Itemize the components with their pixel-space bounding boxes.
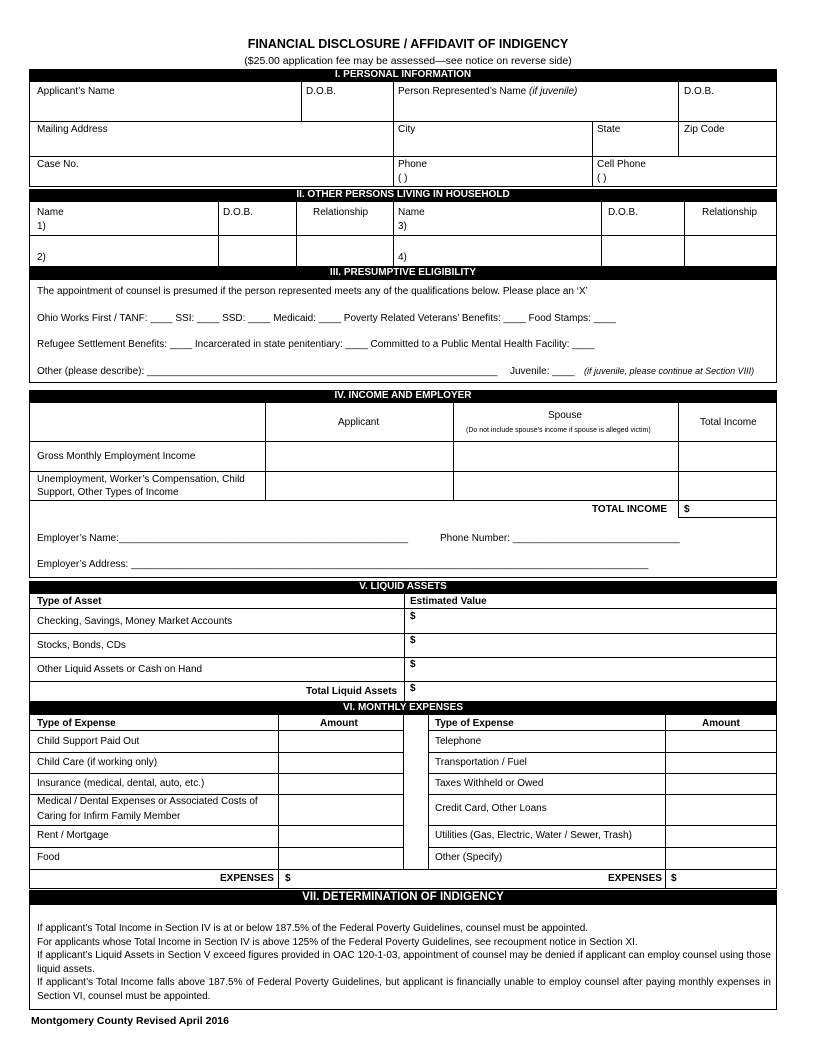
divider <box>665 714 666 889</box>
divider <box>29 657 777 658</box>
represented-dob-field[interactable]: D.O.B. <box>684 86 715 97</box>
section-liquid-assets: V. LIQUID ASSETS <box>29 581 777 593</box>
divider <box>678 402 679 517</box>
eligibility-intro: The appointment of counsel is presumed if the person represented meets any of the qualifications below. Please place an ‘X’ <box>37 286 588 297</box>
determination-para-1: If applicant’s Total Income in Section IV is at or below 187.5% of the Federal Poverty Guidelines, counsel must be appointed. <box>37 923 589 934</box>
total-income-field[interactable]: $ <box>684 504 690 515</box>
divider <box>29 441 777 442</box>
benefits-checklist-2[interactable]: Refugee Settlement Benefits: ____ Incarcerated in state penitentiary: ____ Committed to a Public Mental Health Facility: ____ <box>37 339 595 350</box>
expense-child-support: Child Support Paid Out <box>37 736 140 747</box>
zip-code-field[interactable]: Zip Code <box>684 124 725 135</box>
applicant-name-field[interactable]: Applicant’s Name <box>37 86 115 97</box>
divider <box>393 201 394 267</box>
total-liquid-assets-label: Total Liquid Assets <box>306 686 398 697</box>
divider <box>428 773 777 774</box>
form-subtitle: ($25.00 application fee may be assessed—see notice on reverse side) <box>244 55 572 67</box>
determination-para-2: For applicants whose Total Income in Section IV is above 125% of the Federal Poverty Guidelines, see recoupment notice in Section XI. <box>37 936 638 948</box>
divider <box>29 847 403 848</box>
expenses-total-label: EXPENSES <box>220 873 274 884</box>
phone-area-code: ( ) <box>398 173 408 184</box>
divider <box>601 201 602 267</box>
expense-taxes: Taxes Withheld or Owed <box>435 778 544 789</box>
applicant-dob-field[interactable]: D.O.B. <box>306 86 337 97</box>
household-person-1[interactable]: 1) <box>37 221 46 232</box>
divider <box>29 235 777 236</box>
asset-value-stocks[interactable]: $ <box>410 635 416 646</box>
divider <box>29 471 777 472</box>
asset-row-checking: Checking, Savings, Money Market Accounts <box>37 616 233 627</box>
divider <box>428 847 777 848</box>
divider <box>678 81 679 156</box>
expense-other: Other (Specify) <box>435 852 503 863</box>
benefits-checklist-1[interactable]: Ohio Works First / TANF: ____ SSI: ____ SSD: ____ Medicaid: ____ Poverty Related Veterans’ Benefits: ____ Food Stamps: ____ <box>37 313 616 324</box>
mailing-address-field[interactable]: Mailing Address <box>37 124 108 135</box>
other-income-row-line2: Support, Other Types of Income <box>37 487 179 498</box>
divider <box>684 201 685 267</box>
expense-child-care: Child Care (if working only) <box>37 757 158 768</box>
determination-para-3: If applicant’s Liquid Assets in Section V exceed figures provided in OAC 120-1-03, appointment of counsel may be denied if applicant can employ counsel using those liquid assets. <box>37 950 771 975</box>
household-person-2[interactable]: 2) <box>37 252 46 263</box>
divider <box>428 730 777 731</box>
divider <box>428 752 777 753</box>
divider <box>29 121 777 122</box>
section-personal-information: I. PERSONAL INFORMATION <box>29 69 777 81</box>
other-describe-field[interactable]: Other (please describe): _______________________________________________________________ <box>37 366 498 377</box>
footer-revision: Montgomery County Revised April 2016 <box>31 1015 229 1027</box>
expense-transportation: Transportation / Fuel <box>435 757 527 768</box>
divider <box>29 608 777 609</box>
divider <box>218 201 219 267</box>
expense-amount-header: Amount <box>320 718 358 729</box>
divider <box>404 593 405 702</box>
household-person-4[interactable]: 4) <box>398 252 407 263</box>
divider <box>278 714 279 889</box>
divider <box>29 752 403 753</box>
total-income-column-header: Total Income <box>700 417 757 428</box>
form-title: FINANCIAL DISCLOSURE / AFFIDAVIT OF INDIGENCY <box>247 37 569 51</box>
divider <box>393 81 394 187</box>
divider <box>29 773 403 774</box>
employer-name-field[interactable]: Employer’s Name:____________________________________________________ <box>37 533 409 544</box>
expenses-total-label-2: EXPENSES <box>608 873 662 884</box>
divider <box>296 201 297 267</box>
city-field[interactable]: City <box>398 124 416 135</box>
other-income-row-line1: Unemployment, Worker’s Compensation, Child <box>37 474 245 485</box>
employer-address-field[interactable]: Employer’s Address: _____________________________________________________________________________________________ <box>37 559 649 570</box>
juvenile-note: (if juvenile, please continue at Section VIII) <box>584 366 755 376</box>
phone-field[interactable]: Phone <box>398 159 427 170</box>
person-represented-label: Person Represented’s Name <box>398 86 527 97</box>
section-other-persons: II. OTHER PERSONS LIVING IN HOUSEHOLD <box>29 189 777 201</box>
divider <box>678 517 777 518</box>
expenses-total-field[interactable]: $ <box>285 873 291 884</box>
divider <box>29 730 403 731</box>
expense-type-header: Type of Expense <box>37 718 116 729</box>
cell-area-code: ( ) <box>597 173 607 184</box>
household-dob-header-2: D.O.B. <box>608 207 639 218</box>
expense-food: Food <box>37 852 60 863</box>
expense-insurance: Insurance (medical, dental, auto, etc.) <box>37 778 205 789</box>
section-income-employer: IV. INCOME AND EMPLOYER <box>29 390 777 402</box>
section-monthly-expenses: VI. MONTHLY EXPENSES <box>29 702 777 714</box>
divider <box>301 81 302 121</box>
divider <box>29 633 777 634</box>
divider <box>265 402 266 500</box>
spouse-column-header: Spouse <box>548 410 582 421</box>
liquid-assets-box <box>29 593 777 702</box>
determination-text <box>37 922 771 1003</box>
household-relationship-header-2: Relationship <box>702 207 758 218</box>
household-name-header: Name <box>37 207 64 218</box>
divider <box>428 794 777 795</box>
employer-phone-field[interactable]: Phone Number: ______________________________ <box>440 533 680 544</box>
juvenile-field[interactable]: Juvenile: ____ <box>510 366 575 377</box>
divider <box>428 825 777 826</box>
household-relationship-header: Relationship <box>313 207 369 218</box>
asset-row-other: Other Liquid Assets or Cash on Hand <box>37 664 203 675</box>
spouse-note: (Do not include spouse’s income if spouse is alleged victim) <box>466 427 651 434</box>
estimated-value-header: Estimated Value <box>410 596 487 607</box>
household-person-3[interactable]: 3) <box>398 221 407 232</box>
section-presumptive-eligibility: III. PRESUMPTIVE ELIGIBILITY <box>29 267 777 279</box>
determination-para-4: If applicant’s Total Income falls above 187.5% of Federal Poverty Guidelines, but applicant is financially unable to employ counsel after paying monthly expenses in Section VI, counsel must be appointed. <box>37 977 771 1002</box>
expense-amount-header-2: Amount <box>702 718 740 729</box>
expense-credit-card: Credit Card, Other Loans <box>435 803 547 814</box>
divider <box>29 825 403 826</box>
asset-type-header: Type of Asset <box>37 596 102 607</box>
state-field[interactable]: State <box>597 124 621 135</box>
expense-medical-line1: Medical / Dental Expenses or Associated Costs of <box>37 796 258 807</box>
divider <box>453 402 454 500</box>
asset-value-other[interactable]: $ <box>410 659 416 670</box>
expense-type-header-2: Type of Expense <box>435 718 514 729</box>
expense-rent: Rent / Mortgage <box>37 830 109 841</box>
case-no-field[interactable]: Case No. <box>37 159 79 170</box>
divider <box>403 714 404 869</box>
person-represented-field[interactable] <box>398 86 577 97</box>
divider <box>29 794 403 795</box>
expenses-total-field-2[interactable]: $ <box>671 873 677 884</box>
asset-row-stocks: Stocks, Bonds, CDs <box>37 640 126 651</box>
divider <box>29 681 777 682</box>
total-income-label: TOTAL INCOME <box>592 504 667 515</box>
divider <box>428 714 429 869</box>
asset-value-checking[interactable]: $ <box>410 611 416 622</box>
divider <box>29 500 777 501</box>
expense-medical-line2: Caring for Infirm Family Member <box>37 811 181 822</box>
gross-income-row: Gross Monthly Employment Income <box>37 451 196 462</box>
section-determination-indigency: VII. DETERMINATION OF INDIGENCY <box>29 890 777 904</box>
if-juvenile-note: (if juvenile) <box>529 86 578 97</box>
household-dob-header: D.O.B. <box>223 207 254 218</box>
divider <box>592 121 593 187</box>
expense-telephone: Telephone <box>435 736 482 747</box>
expense-utilities: Utilities (Gas, Electric, Water / Sewer, Trash) <box>435 830 632 841</box>
cell-phone-field[interactable]: Cell Phone <box>597 159 646 170</box>
applicant-column-header: Applicant <box>338 417 380 428</box>
total-liquid-assets-field[interactable]: $ <box>410 683 416 694</box>
divider <box>29 156 777 157</box>
household-name-header-2: Name <box>398 207 425 218</box>
